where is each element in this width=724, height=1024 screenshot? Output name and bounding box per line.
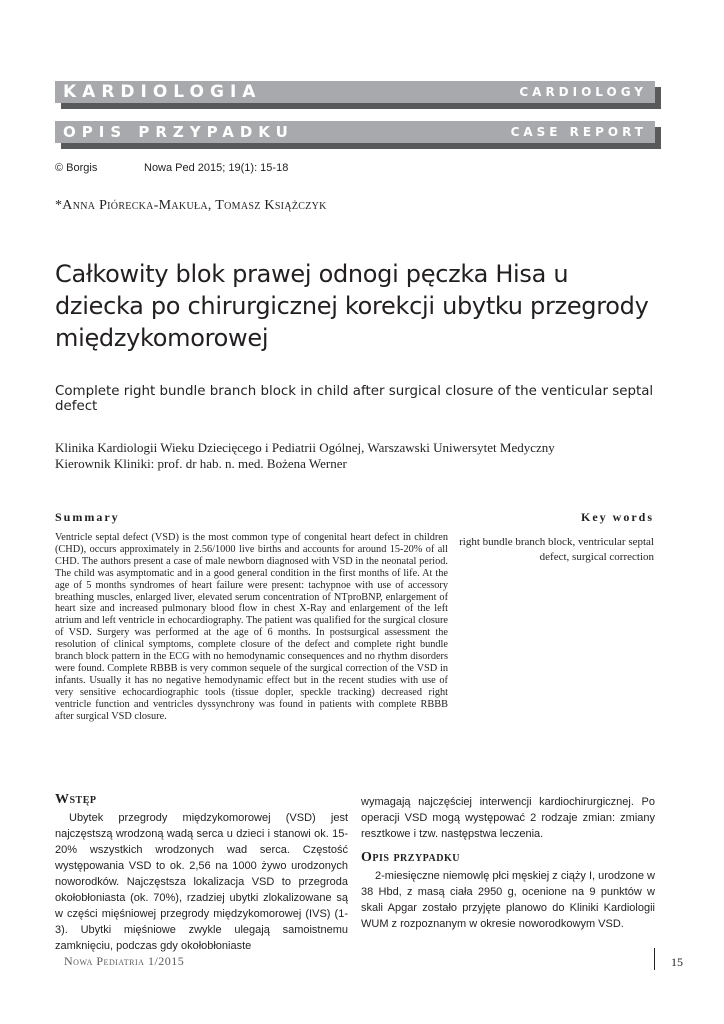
intro-paragraph-continued: wymagają najczęściej interwencji kardiochirurgicznej. Po operacji VSD mogą występować 2 rodzaje zmian: zmiany resztkowe i tzw. następstwa leczenia. xyxy=(361,796,655,840)
article-title-en: Complete right bundle branch block in child after surgical closure of the venticular septal defect xyxy=(55,384,654,414)
citation: Nowa Ped 2015; 19(1): 15-18 xyxy=(144,162,289,174)
page-number: 15 xyxy=(671,955,683,969)
affiliation-institution: Klinika Kardiologii Wieku Dziecięcego i Pediatrii Ogólnej, Warszawski Uniwersytet Medyczny xyxy=(55,440,555,455)
affiliation-head: Kierownik Kliniki: prof. dr hab. n. med. Bożena Werner xyxy=(55,456,347,471)
affiliation xyxy=(55,440,655,472)
section-label-pl: KARDIOLOGIA xyxy=(63,82,262,102)
summary-text: Ventricle septal defect (VSD) is the most common type of congenital heart defect in children (CHD), occurs approximately in 2.56/1000 live births and accounts for around 15-20% of all CHD. The authors present a case of male newborn diagnosed with VSD in the neonatal period. The child was asymptomatic and in a good general condition in the first months of life. At the age of 5 months syndromes of heart failure were present: tachypnoe with use of accessory breathing muscles, enlarged liver, elevated serum concentration of NTproBNP, enlargement of heart size and increased pulmonary blood flow in chest X-Ray and enlargement of the left atrium and left ventricle in echocardiography. The patient was qualified for the surgical closure of VSD. Surgery was performed at the age of 6 months. In postsurgical assessment the resolution of clinical symptoms, complete closure of the defect and complete right bundle branch block pattern in the ECG with no hemodynamic consequences and no rhythm disorders were found. Complete RBBB is very common sequele of the surgical correction of the VSD in infants. Usually it has no negative hemodynamic effect but in the recent studies with use of very sensitive echocardiographic tools (tissue dopler, speckle tracking) decreased right ventricle function and ventricles dyssynchrony was found in patients with complete RBBB after surgical VSD closure. xyxy=(55,532,448,722)
body-column-right xyxy=(361,790,655,932)
intro-paragraph: Ubytek przegrody międzykomorowej (VSD) jest najczęstszą wrodzoną wadą serca u dzieci i stanowi ok. 15-20% wszystkich wrodzonych wad serca. Częstość występowania VSD to ok. 2,56 na 1000 żywo urodzonych noworodków. Najczęstsza lokalizacja VSD to przegroda okołobłoniasta (ok. 70%), rzadziej ubytki zlokalizowane są w części mięśniowej przegrody międzykomorowej (IVS) (1-3). Ubytki mięśniowe zwykle ulegają samoistnemu zamknięciu, podczas gdy okołobłoniaste xyxy=(55,812,348,952)
section-banner xyxy=(55,81,655,103)
case-paragraph: 2-miesięczne niemowlę płci męskiej z ciąży I, urodzone w 38 Hbd, z masą ciała 2950 g, ocenione na 9 punktów w skali Apgar zostało przyjęte planowo do Kliniki Kardiologii WUM z rozpoznanym w okresie noworodkowym VSD. xyxy=(361,870,655,930)
article-type-pl: OPIS PRZYPADKU xyxy=(63,123,294,141)
publisher: © Borgis xyxy=(55,162,98,174)
article-title-pl: Całkowity blok prawej odnogi pęczka Hisa u dziecka po chirurgicznej korekcji ubytku przegrody międzykomorowej xyxy=(55,260,649,352)
case-heading: Opis przypadku xyxy=(361,850,460,865)
keywords-text: right bundle branch block, ventricular septal defect, surgical correction xyxy=(459,536,654,563)
keywords-heading: Key words xyxy=(581,510,654,524)
intro-heading: Wstęp xyxy=(55,792,97,807)
article-type-en: CASE REPORT xyxy=(510,125,647,139)
authors: *Anna Piórecka-Makuła, Tomasz Książczyk xyxy=(55,198,327,213)
footer-journal: Nowa Pediatria 1/2015 xyxy=(64,954,185,968)
footer-divider xyxy=(654,948,655,970)
body-column-left xyxy=(55,790,348,954)
summary-heading: Summary xyxy=(55,510,120,524)
section-label-en: CARDIOLOGY xyxy=(519,85,647,99)
article-type-banner xyxy=(55,121,655,143)
